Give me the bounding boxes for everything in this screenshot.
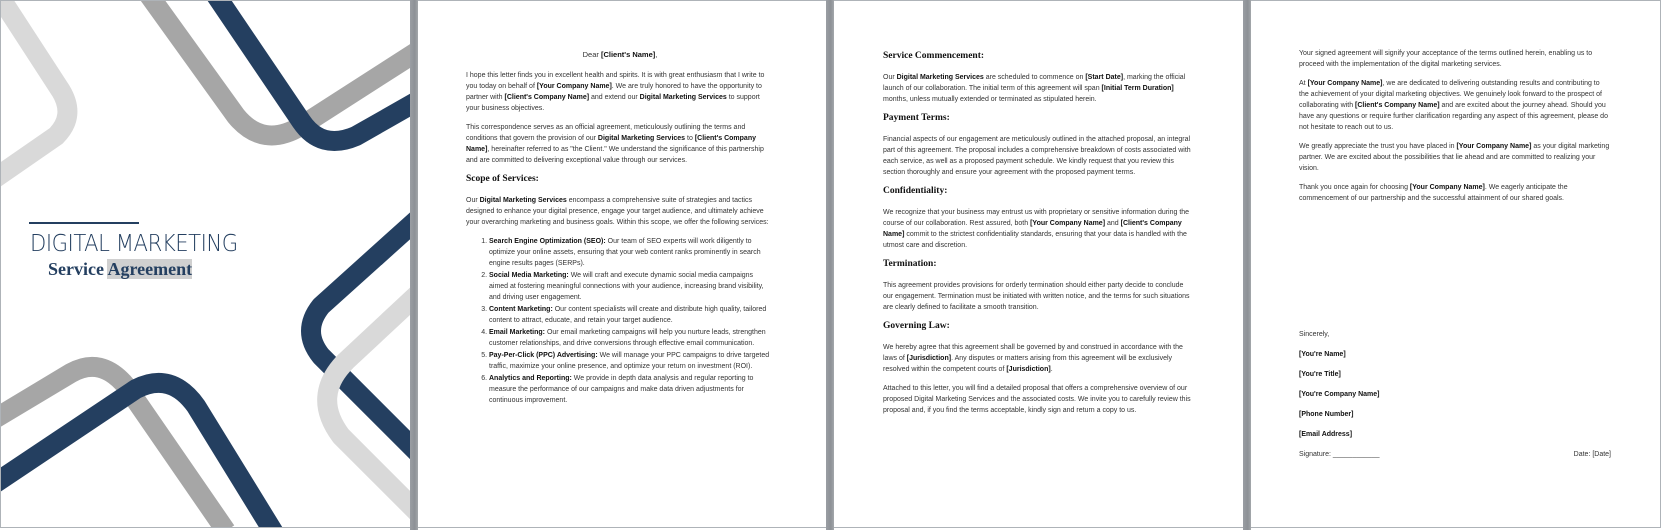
cover-title: DIGITAL MARKETING	[30, 231, 238, 257]
payment-paragraph: Financial aspects of our engagement are meticulously outlined in the attached proposal, an integral part of this agreement. The proposal includes a comprehensive breakdown of costs associated with each service, as well as a proposed payment schedule. We kindly request that you review this section thoroughly and ensure your agreement with the proposed payment terms.	[883, 136, 1191, 176]
page-3	[834, 0, 1243, 528]
sender-company: [You're Company Name]	[1299, 391, 1380, 398]
page-gutter	[1243, 0, 1251, 530]
service-item: 4. Email Marketing: Our email marketing campaigns will help you nurture leads, strengthen customer relationships, and drive conversions through effective email communication.	[489, 327, 774, 349]
sender-title: [You're Title]	[1299, 371, 1341, 378]
service-item: 5. Pay-Per-Click (PPC) Advertising: We will manage your PPC campaigns to drive targeted traffic, maximize your online presence, and optimize your return on investment (ROI).	[489, 350, 774, 372]
service-item: 3. Content Marketing: Our content specialists will create and distribute high quality, tailored content to attract, educate, and retain your target audience.	[489, 304, 774, 326]
closing: Sincerely,	[1299, 331, 1330, 338]
signature-block	[1299, 329, 1611, 460]
service-item: 1. Search Engine Optimization (SEO): Our team of SEO experts will work diligently to optimize your online assets, ensuring that your web content ranks prominently in search engine results pages (SERPs).	[489, 236, 774, 269]
page-gutter	[410, 0, 418, 530]
page-4	[1251, 0, 1661, 528]
scope-heading: Scope of Services:	[466, 174, 539, 184]
cover-subtitle: Service Agreement	[48, 259, 193, 279]
signed-agreement-paragraph: Your signed agreement will signify your acceptance of the terms outlined herein, enabling us to proceed with the implementation of the digital marketing services.	[1299, 50, 1593, 68]
governing-law-heading: Governing Law:	[883, 321, 950, 331]
services-list	[466, 236, 774, 406]
intro-paragraph: I hope this letter finds you in excellent health and spirits. It is with great enthusiasm that I write to you today on behalf of [Your Company Name]. We are truly honored to have the opportunity to partner with [Client's Company Name] and extend our Digital Marketing Services to support your business objectives.	[466, 72, 765, 112]
scope-intro-paragraph: Our Digital Marketing Services encompass a comprehensive suite of strategies and tactics designed to enhance your digital presence, engage your target audience, and ultimately achieve your overarching marketing and business goals. Within this scope, we offer the following services:	[466, 197, 769, 226]
dedication-paragraph: At [Your Company Name], we are dedicated to delivering outstanding results and contributing to the achievement of your digital marketing objectives. We genuinely look forward to the prospect of collaborating with [Client's Company Name] and are excited about the journey ahead. Should you have any questions or require further clarification regarding any aspect of this agreement, please do not hesitate to reach out to us.	[1299, 80, 1608, 131]
service-item: 2. Social Media Marketing: We will craft and execute dynamic social media campaigns aimed at fostering meaningful connections with your audience, increasing brand visibility, and driving user engagement.	[489, 270, 774, 303]
commencement-heading: Service Commencement:	[883, 51, 985, 61]
sender-phone: [Phone Number]	[1299, 411, 1354, 418]
confidentiality-heading: Confidentiality:	[883, 186, 948, 196]
cover-title-rule	[29, 222, 139, 224]
signature-date-line	[1299, 449, 1611, 460]
selected-text-highlight[interactable]: Agreement	[107, 259, 193, 279]
purpose-paragraph: This correspondence serves as an official agreement, meticulously outlining the terms and conditions that govern the provision of our Digital Marketing Services to [Client's Company Name], hereinafter referred to as "the Client." We understand the significance of this partnership and are committed to delivering exceptional value through our services.	[466, 124, 764, 164]
page-gutter	[826, 0, 834, 530]
salutation: Dear [Client's Name],	[582, 50, 658, 59]
confidentiality-paragraph: We recognize that your business may entrust us with proprietary or sensitive information during the course of our collaboration. Rest assured, both [Your Company Name] and [Client's Company Name] commit to the strictest confidentiality standards, ensuring that your data is handled with the utmost care and discretion.	[883, 209, 1190, 249]
termination-paragraph: This agreement provides provisions for orderly termination should either party decide to conclude our engagement. Termination must be initiated with written notice, and the terms for such situations are clearly defined to facilitate a smooth transition.	[883, 282, 1190, 311]
commencement-paragraph: Our Digital Marketing Services are scheduled to commence on [Start Date], marking the official launch of our collaboration. The initial term of this agreement will span [Initial Term Duration] months, unless mutually extended or terminated as stipulated herein.	[883, 74, 1186, 103]
payment-heading: Payment Terms:	[883, 113, 950, 123]
page-4-body	[1299, 48, 1611, 212]
date-field[interactable]: Date: [Date]	[1573, 451, 1611, 458]
governing-law-paragraph: We hereby agree that this agreement shall be governed by and construed in accordance with the laws of [Jurisdiction]. Any disputes or matters arising from this agreement will be exclusively resolved within the competent courts of [Jurisdiction].	[883, 344, 1183, 373]
trust-paragraph: We greatly appreciate the trust you have placed in [Your Company Name] as your digital marketing partner. We are excited about the possibilities that lie ahead and are committed to realizing your vision.	[1299, 143, 1610, 172]
page-2-body	[466, 49, 774, 407]
attached-proposal-paragraph: Attached to this letter, you will find a detailed proposal that offers a comprehensive overview of our proposed Digital Marketing Services and the associated costs. We invite you to carefully review this proposal and, if you find the terms acceptable, kindly sign and return a copy to us.	[883, 385, 1191, 414]
page-2	[418, 0, 826, 528]
signature-field[interactable]: Signature: ____________	[1299, 451, 1380, 458]
page-3-body	[883, 49, 1193, 424]
sender-name: [You're Name]	[1299, 351, 1346, 358]
sender-email: [Email Address]	[1299, 431, 1353, 438]
termination-heading: Termination:	[883, 259, 937, 269]
cover-page	[0, 0, 410, 528]
thanks-paragraph: Thank you once again for choosing [Your Company Name]. We eagerly anticipate the commencement of our partnership and the successful attainment of our shared goals.	[1299, 184, 1568, 202]
service-item: 6. Analytics and Reporting: We provide in depth data analysis and regular reporting to measure the performance of our campaigns and make data driven adjustments for continuous improvement.	[489, 373, 774, 406]
